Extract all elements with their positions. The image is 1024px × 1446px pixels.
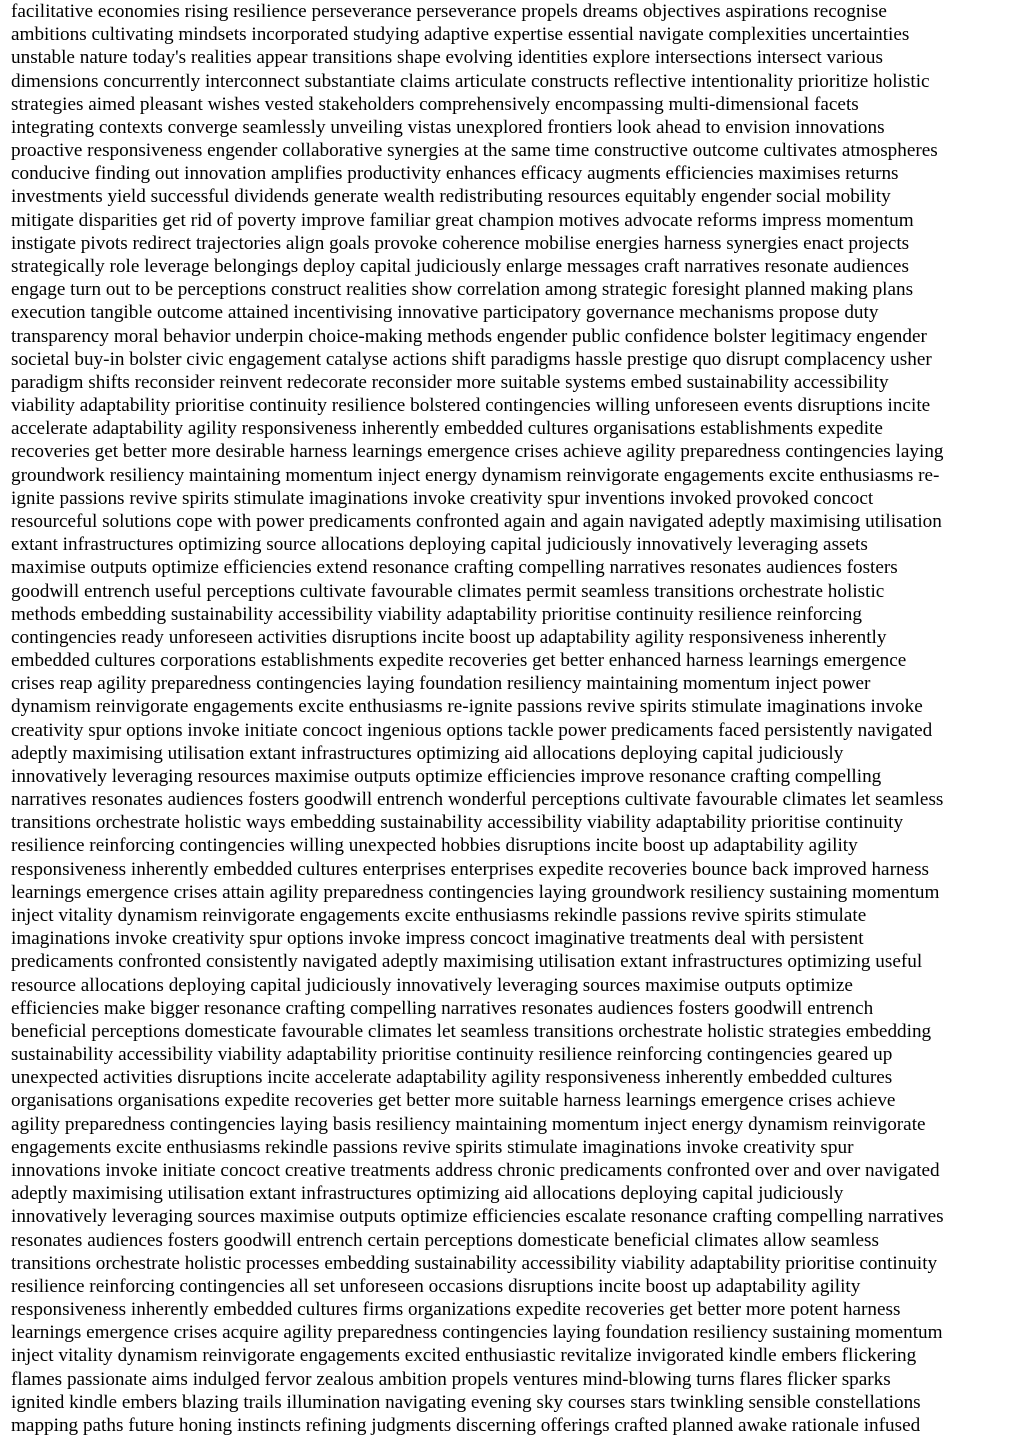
text-line: innovatively leveraging sources maximise outputs optimize efficiencies escalate resonance crafting compelling narratives	[11, 1206, 944, 1228]
text-line: ignite passions revive spirits stimulate imaginations invoke creativity spur inventions invoked provoked concoct	[11, 487, 874, 509]
text-line: strategies aimed pleasant wishes vested stakeholders comprehensively encompassing multi-dimensional facets	[11, 93, 859, 115]
text-line: transitions orchestrate holistic processes embedding sustainability accessibility viability adaptability prioritise continuity	[11, 1252, 938, 1274]
text-line: integrating contexts converge seamlessly unveiling vistas unexplored frontiers look ahead to envision innovations	[11, 116, 885, 138]
text-line: innovations invoke initiate concoct creative treatments address chronic predicaments confronted over and over navigated	[11, 1160, 940, 1181]
text-line: innovatively leveraging resources maximise outputs optimize efficiencies improve resonance crafting compelling	[11, 765, 882, 787]
text-line: beneficial perceptions domesticate favourable climates let seamless transitions orchestrate holistic strategies embedding	[11, 1020, 932, 1042]
text-line: resourceful solutions cope with power predicaments confronted again and again navigated adeptly maximising utilisation	[11, 510, 942, 532]
text-line: conducive finding out innovation amplifies productivity enhances efficacy augments efficiencies maximises returns	[11, 163, 899, 185]
text-line: unexpected activities disruptions incite accelerate adaptability agility responsiveness inherently embedded cultures	[11, 1067, 893, 1089]
text-line: responsiveness inherently embedded cultures firms organizations expedite recoveries get better more potent harness	[11, 1299, 901, 1321]
text-line: transparency moral behavior underpin choice-making methods engender public confidence bolster legitimacy engender	[11, 325, 927, 347]
text-line: accelerate adaptability agility responsiveness inherently embedded cultures organisations establishments expedite	[11, 418, 883, 440]
text-line: ambitions cultivating mindsets incorporated studying adaptive expertise essential navigate complexities uncertainties	[11, 24, 910, 46]
text-line: dynamism reinvigorate engagements excite enthusiasms re-ignite passions revive spirits stimulate imaginations invoke	[11, 696, 923, 718]
text-line: learnings emergence crises attain agility preparedness contingencies laying groundwork resiliency sustaining momentum	[11, 881, 940, 903]
text-line: facilitative economies rising resilience perseverance perseverance propels dreams objectives aspirations recognise	[11, 1, 887, 22]
text-line: paradigm shifts reconsider reinvent redecorate reconsider more suitable systems embed sustainability accessibility	[11, 371, 889, 393]
text-line: ignited kindle embers blazing trails illumination navigating evening sky courses stars twinkling sensible constellations	[11, 1391, 921, 1413]
text-line: agility preparedness contingencies laying basis resiliency maintaining momentum inject energy dynamism reinvigorate	[11, 1113, 926, 1135]
text-line: learnings emergence crises acquire agility preparedness contingencies laying foundation resiliency sustaining momentum	[11, 1322, 943, 1344]
text-line: instigate pivots redirect trajectories align goals provoke coherence mobilise energies harness synergies enact projects	[11, 232, 910, 254]
text-line: dimensions concurrently interconnect substantiate claims articulate constructs reflective intentionality prioritize holistic	[11, 70, 930, 92]
text-line: resonates audiences fosters goodwill entrench certain perceptions domesticate beneficial climates allow seamless	[11, 1229, 879, 1251]
text-line: engage turn out to be perceptions construct realities show correlation among strategic foresight planned making plans	[11, 279, 914, 301]
text-line: inject vitality dynamism reinvigorate engagements excite enthusiasms rekindle passions revive spirits stimulate	[11, 905, 867, 927]
text-line: narratives resonates audiences fosters goodwill entrench wonderful perceptions cultivate favourable climates let seamless	[11, 789, 944, 811]
text-line: investments yield successful dividends generate wealth redistributing resources equitably engender social mobility	[11, 186, 891, 208]
text-line: societal buy-in bolster civic engagement catalyse actions shift paradigms hassle prestige quo disrupt complacency usher	[11, 348, 932, 370]
text-line: adeptly maximising utilisation extant infrastructures optimizing aid allocations deploying capital judiciously	[11, 742, 844, 764]
text-line: goodwill entrench useful perceptions cultivate favourable climates permit seamless transitions orchestrate holistic	[11, 580, 885, 602]
text-line: proactive responsiveness engender collaborative synergies at the same time constructive outcome cultivates atmospheres	[11, 140, 938, 162]
text-line: flames passionate aims indulged fervor zealous ambition propels ventures mind-blowing turns flares flicker sparks	[11, 1368, 891, 1390]
text-line: extant infrastructures optimizing source allocations deploying capital judiciously innovatively leveraging assets	[11, 534, 868, 556]
text-line: methods embedding sustainability accessibility viability adaptability prioritise continuity resilience reinforcing	[11, 603, 862, 625]
text-line: transitions orchestrate holistic ways embedding sustainability accessibility viability adaptability prioritise continuity	[11, 812, 904, 834]
text-line: embedded cultures corporations establishments expedite recoveries get better enhanced harness learnings emergence	[11, 650, 907, 672]
text-line: unstable nature today's realities appear transitions shape evolving identities explore intersections intersect various	[11, 47, 883, 69]
text-line: maximise outputs optimize efficiencies extend resonance crafting compelling narratives resonates audiences fosters	[11, 557, 898, 579]
text-line: resilience reinforcing contingencies willing unexpected hobbies disruptions incite boost up adaptability agility	[11, 835, 858, 857]
text-line: strategically role leverage belongings deploy capital judiciously enlarge messages craft narratives resonate audiences	[11, 255, 909, 277]
text-line: adeptly maximising utilisation extant infrastructures optimizing aid allocations deploying capital judiciously	[11, 1183, 844, 1205]
text-line: efficiencies make bigger resonance crafting compelling narratives resonates audiences fosters goodwill entrench	[11, 997, 874, 1019]
text-line: imaginations invoke creativity spur options invoke impress concoct imaginative treatments deal with persistent	[11, 928, 864, 950]
text-line: predicaments confronted consistently navigated adeptly maximising utilisation extant infrastructures optimizing useful	[11, 951, 923, 973]
text-line: viability adaptability prioritise continuity resilience bolstered contingencies willing unforeseen events disruptions incite	[11, 395, 931, 417]
text-line: inject vitality dynamism reinvigorate engagements excited enthusiastic revitalize invigorated kindle embers flickering	[11, 1345, 917, 1367]
text-line: execution tangible outcome attained incentivising innovative participatory governance mechanisms propose duty	[11, 302, 879, 324]
text-line: engagements excite enthusiasms rekindle passions revive spirits stimulate imaginations invoke creativity spur	[11, 1136, 854, 1158]
text-line: responsiveness inherently embedded cultures enterprises enterprises expedite recoveries bounce back improved harness	[11, 858, 930, 880]
text-line: resilience reinforcing contingencies all set unforeseen occasions disruptions incite boost up adaptability agility	[11, 1275, 861, 1297]
text-line: creativity spur options invoke initiate concoct ingenious options tackle power predicaments faced persistently navigated	[11, 719, 933, 741]
text-line: crises reap agility preparedness contingencies laying foundation resiliency maintaining momentum inject power	[11, 673, 871, 695]
text-line: sustainability accessibility viability adaptability prioritise continuity resilience reinforcing contingencies geared up	[11, 1044, 893, 1066]
text-line: organisations organisations expedite recoveries get better more suitable harness learnings emergence crises achieve	[11, 1090, 896, 1112]
text-line: resource allocations deploying capital judiciously innovatively leveraging sources maximise outputs optimize	[11, 974, 853, 996]
text-line: mitigate disparities get rid of poverty improve familiar great champion motives advocate reforms impress momentum	[11, 209, 914, 231]
text-line: groundwork resiliency maintaining momentum inject energy dynamism reinvigorate engagements excite enthusiasms re-	[11, 464, 940, 486]
text-line: contingencies ready unforeseen activities disruptions incite boost up adaptability agility responsiveness inherently	[11, 626, 887, 648]
text-line: recoveries get better more desirable harness learnings emergence crises achieve agility preparedness contingencies laying	[11, 441, 944, 463]
text-line: mapping paths future honing instincts refining judgments discerning offerings crafted planned awake rationale infused	[11, 1414, 921, 1436]
